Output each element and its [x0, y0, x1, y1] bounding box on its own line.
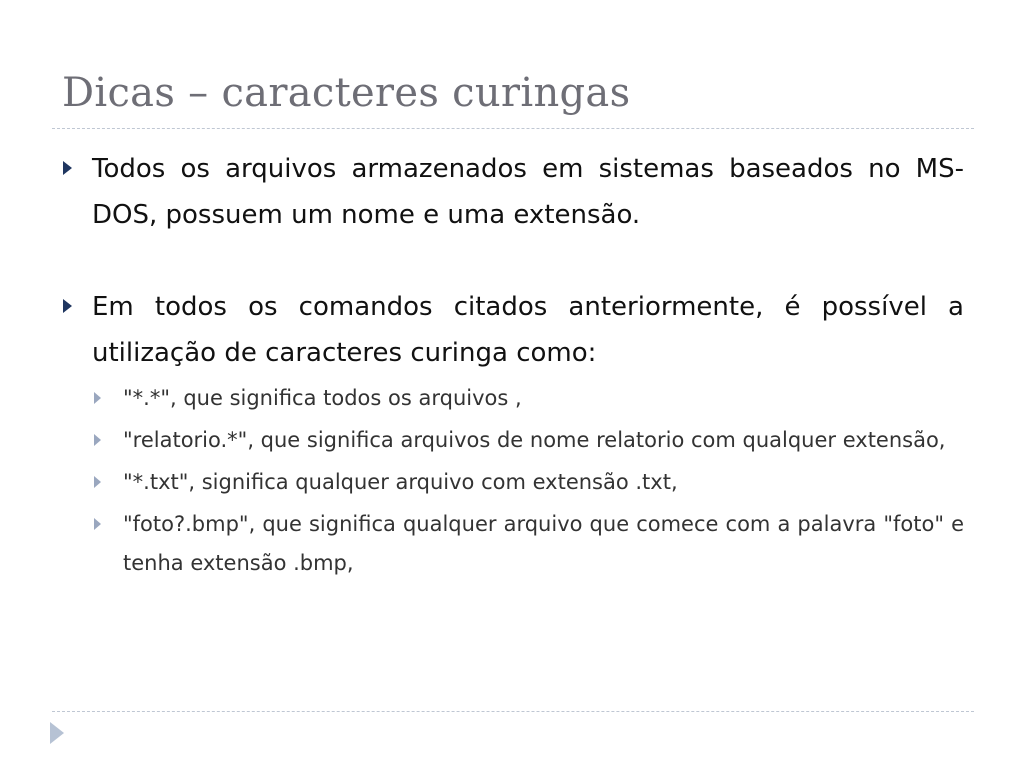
sub-bullet-triangle-icon — [94, 392, 101, 404]
bullet-item — [60, 146, 964, 238]
sub-bullet-item — [94, 505, 964, 583]
bullet-triangle-icon — [63, 299, 72, 313]
sub-bullet-item — [94, 463, 964, 502]
footer-divider — [52, 711, 974, 712]
sub-bullet-triangle-icon — [94, 476, 101, 488]
paragraph-spacer — [60, 238, 964, 284]
bullet-text: Em todos os comandos citados anteriormente, é possível a utilização de caracteres curinga como: — [92, 292, 964, 368]
next-slide-arrow-icon[interactable] — [50, 722, 64, 744]
sub-bullet-triangle-icon — [94, 434, 101, 446]
bullet-triangle-icon — [63, 161, 72, 175]
bullet-item — [60, 284, 964, 376]
sub-bullet-text: "*.*", que significa todos os arquivos , — [123, 386, 522, 410]
sub-bullet-item — [94, 379, 964, 418]
sub-bullet-text: "relatorio.*", que significa arquivos de nome relatorio com qualquer extensão, — [123, 428, 946, 452]
sub-bullet-item — [94, 421, 964, 460]
bullet-text: Todos os arquivos armazenados em sistemas baseados no MS-DOS, possuem um nome e uma extensão. — [92, 154, 964, 230]
sub-bullet-text: "foto?.bmp", que significa qualquer arquivo que comece com a palavra "foto" e tenha extensão .bmp, — [123, 512, 964, 575]
slide-title: Dicas – caracteres curingas — [62, 70, 631, 116]
sub-bullet-text: "*.txt", significa qualquer arquivo com extensão .txt, — [123, 470, 678, 494]
sub-bullet-triangle-icon — [94, 518, 101, 530]
title-divider — [52, 128, 974, 129]
slide-content — [60, 146, 964, 583]
